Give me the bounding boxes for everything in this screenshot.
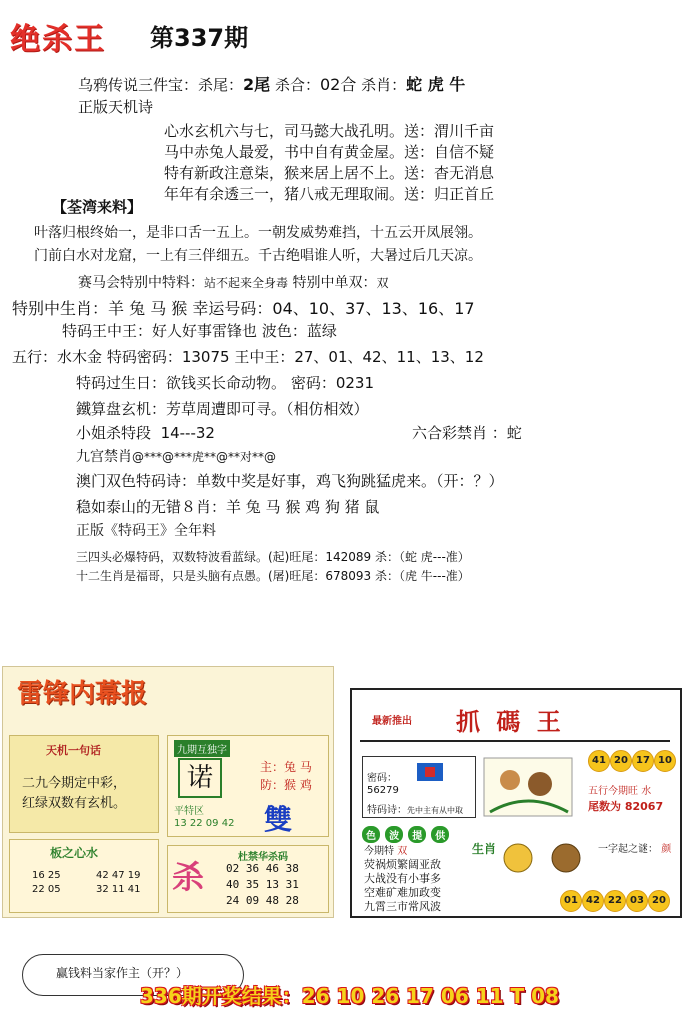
zhuama-top: 最新推出	[372, 716, 412, 727]
ball-bot-5: 20	[648, 890, 670, 912]
ball-bot-2: 42	[582, 890, 604, 912]
yiju-label: 一字起之谜：	[598, 844, 658, 855]
banzhi-nums-2: 22 05	[32, 884, 61, 895]
quanwan-line-2: 门前白水对龙窟，一上有三伴细五。千古绝唱谁人听，大暑过后几天凉。	[34, 248, 482, 264]
wuxing-today-val: 水	[641, 786, 652, 797]
guoshengri-val: 欲钱买长命动物。	[166, 374, 287, 392]
zhuama-title: 抓 碼 王	[456, 707, 565, 736]
tiesuan-val: 芳草周遭即可寻。（相仿相效）	[166, 400, 369, 418]
fang-line	[260, 776, 312, 793]
wencuo-line	[76, 496, 379, 517]
cartoon-image	[480, 754, 576, 820]
ball-bot-3: 22	[604, 890, 626, 912]
saima-label: 赛马会特别中特料：	[78, 275, 204, 291]
guoshengri-label: 特码过生日：	[76, 374, 167, 392]
danshuang: 双	[376, 276, 389, 290]
zm-mima-label: 密码：	[367, 773, 397, 784]
mima-label: 密码：	[290, 374, 336, 392]
saima-text: 站不起来全身毒	[204, 276, 289, 290]
tianji-line-2: 红绿双数有玄机。	[22, 796, 127, 811]
poem-line-3: 特有新政注意柒，猴来居上居不上。送：杳无消息	[164, 164, 495, 182]
wencuo-val: 羊 兔 马 猴 鸡 狗 猪 鼠	[226, 498, 380, 516]
color-tag-2: 波	[385, 826, 403, 843]
fang-label: 防：	[260, 778, 285, 792]
saima-line	[78, 272, 388, 292]
tianji-box	[9, 735, 159, 833]
banzhi-nums-4: 32 11 41	[96, 884, 141, 895]
hua-nums-3: 24 09 48 28	[226, 894, 299, 907]
banzhi-nums-3: 42 47 19	[96, 870, 141, 881]
danshuang-label: 特别中单双：	[292, 275, 377, 291]
zhu-val: 兔 马	[284, 760, 312, 774]
leifeng-panel	[2, 666, 334, 918]
quannian-title: 正版《特码王》全年料	[76, 523, 216, 539]
zm-poem-4: 九霄三市常风波	[364, 900, 441, 913]
bose: 蓝绿	[306, 322, 337, 340]
zhuama-header	[360, 696, 670, 742]
jin-val: 双	[397, 846, 408, 857]
weishu-val: 82067	[624, 800, 664, 813]
zhuama-panel	[350, 688, 682, 918]
balls-bottom	[560, 890, 678, 912]
wuya-xiao-label: 杀肖：	[361, 76, 407, 94]
yiju-line	[598, 840, 671, 855]
lucky-numbers: 04、10、37、13、16、17	[272, 299, 475, 318]
shengxiao-label: 特别中生肖：	[12, 299, 109, 318]
huxz-title: 九期互独字	[174, 740, 230, 757]
jiugong-label: 九宫禁肖	[76, 449, 132, 465]
poem-title: 正版天机诗	[78, 98, 154, 116]
wzw-label: 王中王：	[234, 348, 295, 366]
wuya-kill-label: 杀合：	[274, 76, 320, 94]
xiaojie-val: 14---32	[160, 424, 215, 442]
tmw-line	[62, 320, 337, 341]
zhu-label: 主：	[260, 760, 285, 774]
wuxing-today-label: 五行今期旺	[588, 786, 638, 797]
shen-label: 生肖	[472, 842, 497, 856]
jinxiao-label: 六合彩禁肖 ：	[412, 424, 507, 442]
tianji-title: 天机一句话	[46, 744, 101, 757]
wuxing-val: 水木金	[57, 348, 103, 366]
ball-top-1: 41	[588, 750, 610, 772]
ball-bot-4: 03	[626, 890, 648, 912]
wencuo-label: 稳如泰山的无错８肖：	[76, 498, 227, 516]
nuo-char: 诺	[178, 758, 222, 798]
animals-image	[496, 836, 592, 880]
tmw-val: 好人好事雷锋也	[152, 322, 258, 340]
leifeng-title: 雷锋内幕报	[17, 679, 148, 709]
wzw: 27、01、42、11、13、12	[294, 348, 484, 366]
banzhi-box	[9, 839, 159, 913]
color-tags	[362, 824, 449, 843]
banzhi-title: 板之心水	[50, 846, 99, 860]
poem-line-4: 年年有余透三一，猪八戒无理取闹。送：归正首丘	[164, 185, 495, 203]
zm-mima-line	[367, 769, 397, 784]
xiaojie-label: 小姐杀特段	[76, 424, 152, 442]
ball-top-4: 10	[654, 750, 676, 772]
zm-tm-line	[367, 801, 463, 816]
info-line-1: 三四头必爆特码，双数特波看蓝绿。(起)旺尾：142089 杀：（蛇 虎---准）	[76, 550, 470, 564]
logo-mark-icon	[425, 767, 435, 777]
info-line-2: 十二生肖是福哥，只是头脑有点愚。(屠)旺尾：678093 杀：（虎 牛---准）	[76, 569, 470, 583]
color-tag-1: 色	[362, 826, 380, 843]
cloud-text: 赢钱料当家作主（开？）	[56, 966, 189, 980]
wuya-label: 乌鸦传说三件宝：杀尾：	[78, 76, 244, 94]
shengxiao-line	[12, 296, 475, 319]
pingte-nums: 13 22 09 42	[174, 818, 235, 829]
tianji-line-1: 二九今期定中彩，	[22, 776, 127, 791]
jiugong-line	[76, 446, 276, 466]
zm-poem-3: 空难矿难加政变	[364, 886, 441, 899]
pingte-label: 平特区	[174, 806, 204, 817]
zm-poem-1: 荧祸烦繁阔亚敌	[364, 858, 441, 871]
pw: 13075	[181, 348, 230, 366]
hua-title: 杜禁华杀码	[238, 852, 288, 863]
ball-top-2: 20	[610, 750, 632, 772]
wuya-xiao: 蛇 虎 牛	[406, 75, 466, 94]
jinxiao: 蛇	[506, 424, 522, 442]
ball-bot-1: 01	[560, 890, 582, 912]
logo: 绝杀王	[10, 22, 106, 57]
shengxiao-val: 羊 兔 马 猴	[108, 299, 188, 318]
color-tag-3: 提	[408, 826, 426, 843]
tiesuan-label: 鐵算盘玄机：	[76, 400, 167, 418]
wuya-kill: 02合	[319, 75, 357, 94]
zm-tm-val: 先中主有从中取	[407, 806, 463, 815]
mima-box	[362, 756, 476, 818]
pw-label: 特码密码：	[106, 348, 182, 366]
ball-top-3: 17	[632, 750, 654, 772]
lucky-label: 幸运号码：	[192, 299, 273, 318]
yiju-val: 颜	[661, 844, 672, 855]
zm-tm-label: 特码诗：	[367, 805, 407, 816]
color-tag-4: 供	[431, 826, 449, 843]
weishu-line	[588, 798, 663, 814]
hua-box	[167, 845, 329, 913]
xiaojie-line	[76, 422, 215, 443]
hua-nums-2: 40 35 13 31	[226, 878, 299, 891]
issue-number: 第337期	[150, 24, 249, 52]
tmw-label: 特码王中王：	[62, 322, 153, 340]
jinxiao-line	[412, 422, 522, 443]
jin-label: 今期特	[364, 846, 394, 857]
tiesuan-line	[76, 398, 369, 419]
banzhi-nums-1: 16 25	[32, 870, 61, 881]
bose-label: 波色：	[261, 322, 307, 340]
wuxing-today	[588, 782, 651, 797]
shuang-char: 雙	[264, 803, 293, 836]
wuya-tail: 2尾	[243, 75, 271, 94]
draw-result: 336期开奖结果：26 10 26 17 06 11 T 08	[140, 984, 559, 1008]
huxz-box	[167, 735, 329, 837]
wuxing-line	[12, 346, 484, 367]
zm-mima-val: 56279	[367, 785, 399, 796]
wuxing-label: 五行：	[12, 348, 58, 366]
guoshengri-line	[76, 372, 374, 393]
sha-char: 杀	[172, 858, 205, 896]
mima: 0231	[335, 374, 375, 392]
fang-val: 猴 鸡	[284, 778, 312, 792]
quanwan-title: 【荃湾来料】	[52, 198, 143, 216]
jiugong-val: @***@***虎**@**对**@	[132, 450, 277, 464]
weishu-label: 尾数为	[588, 800, 621, 813]
poem-line-2: 马中赤兔人最爱，书中自有黄金屋。送：自信不疑	[164, 143, 495, 161]
hua-nums-1: 02 36 46 38	[226, 862, 299, 875]
aomen-line: 澳门双色特码诗：单数中奖是好事，鸡飞狗跳猛虎来。（开：？）	[76, 472, 504, 490]
poem-line-1: 心水玄机六与七，司马懿大战孔明。送：渭川千亩	[164, 122, 495, 140]
wuya-line	[78, 72, 465, 95]
zhu-line	[260, 758, 312, 775]
jin-line	[364, 842, 407, 857]
balls-top	[588, 750, 678, 816]
zm-poem-2: 大战没有小事多	[364, 872, 441, 885]
quanwan-line-1: 叶落归根终始一，是非口舌一五上。一朝发威势难挡，十五云开凤展翎。	[34, 225, 482, 241]
